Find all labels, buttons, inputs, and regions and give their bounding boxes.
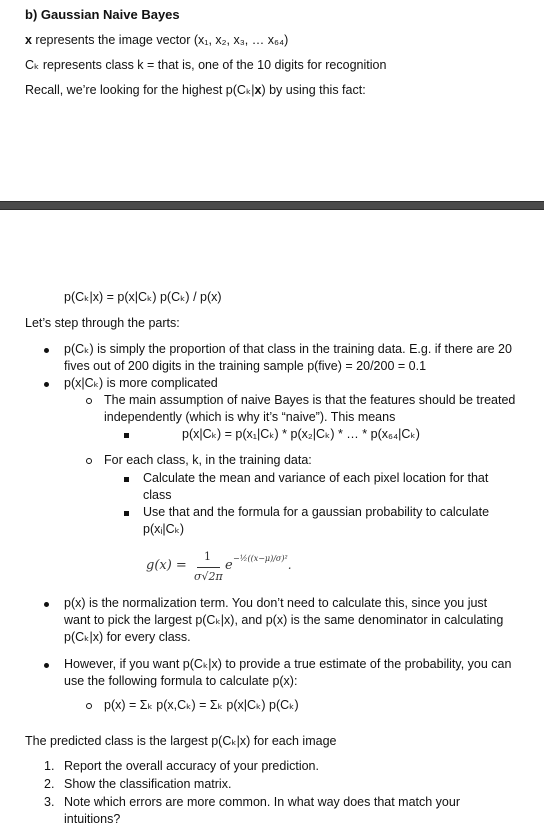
mean-variance-step: Calculate the mean and variance of each pixel location for that xyxy=(143,471,489,485)
task-number: 2. xyxy=(44,777,55,791)
square-bullet-icon xyxy=(124,477,129,482)
probability-estimate-text: However, if you want p(Cₖ|x) to provide a true estimate of the probability, you can xyxy=(64,657,512,671)
circle-bullet-icon xyxy=(86,458,92,464)
x-definition xyxy=(25,32,288,49)
training-heading: For each class, k, in the training data: xyxy=(104,453,312,467)
square-bullet-icon xyxy=(124,433,129,438)
formula-end: . xyxy=(287,558,292,572)
formula-lhs: g(x) = xyxy=(146,558,187,573)
task-item: Report the overall accuracy of your prediction. xyxy=(64,759,319,773)
formula-base: e xyxy=(225,558,233,573)
conclusion-text: The predicted class is the largest p(Cₖ|x) for each image xyxy=(25,734,337,748)
task-item: Show the classification matrix. xyxy=(64,777,232,791)
naive-assumption: The main assumption of naive Bayes is that the features should be treated xyxy=(104,393,516,407)
formula-exponent-text: −½((x−μ)/σ)² xyxy=(233,554,288,563)
slide-divider xyxy=(0,201,544,210)
formula-numerator: 1 xyxy=(204,550,211,563)
bullet-icon xyxy=(44,382,49,387)
gaussian-formula xyxy=(146,546,296,586)
marginal-formula: p(x) = Σₖ p(x,Cₖ) = Σₖ p(x|Cₖ) p(Cₖ) xyxy=(104,698,299,712)
x-symbol: x xyxy=(25,33,32,47)
recall-x: x xyxy=(254,83,262,97)
circle-bullet-icon xyxy=(86,398,92,404)
gaussian-step-cont: p(xᵢ|Cₖ) xyxy=(143,522,185,536)
class-definition: Cₖ represents class k = that is, one of the 10 digits for recognition xyxy=(25,58,387,72)
mean-variance-step-cont: class xyxy=(143,488,172,502)
formula-exponent xyxy=(233,549,292,572)
recall-text-a: Recall, we’re looking for the highest p(Cₖ| xyxy=(25,83,255,97)
task-number: 1. xyxy=(44,759,55,773)
normalization-text-end: p(Cₖ|x) for every class. xyxy=(64,630,191,644)
square-bullet-icon xyxy=(124,511,129,516)
task-number: 3. xyxy=(44,795,55,809)
task-item: Note which errors are more common. In what way does that match your xyxy=(64,795,460,809)
intro-text: Let’s step through the parts: xyxy=(25,316,180,330)
recall-line xyxy=(25,82,366,99)
normalization-text: p(x) is the normalization term. You don’t need to calculate this, since you just xyxy=(64,596,488,610)
product-formula: p(x|Cₖ) = p(x₁|Cₖ) * p(x₂|Cₖ) * … * p(x₆₄|Cₖ) xyxy=(182,427,420,441)
likelihood-heading: p(x|Cₖ) is more complicated xyxy=(64,376,218,390)
naive-assumption-cont: independently (which is why it’s “naive”). This means xyxy=(104,410,396,424)
x-definition-text: represents the image vector (x₁, x₂, x₃, … x₆₄) xyxy=(31,33,289,47)
circle-bullet-icon xyxy=(86,703,92,709)
formula-denominator: σ√2π xyxy=(194,570,223,583)
recall-text-c: ) by using this fact: xyxy=(261,83,366,97)
section-title: b) Gaussian Naive Bayes xyxy=(25,7,180,22)
prior-explanation: p(Cₖ) is simply the proportion of that class in the training data. E.g. if there are 20 xyxy=(64,342,512,356)
prior-explanation-cont: fives out of 200 digits in the training sample p(five) = 20/200 = 0.1 xyxy=(64,359,427,373)
bullet-icon xyxy=(44,602,49,607)
probability-estimate-text-cont: use the following formula to calculate p(x): xyxy=(64,674,298,688)
task-item-cont: intuitions? xyxy=(64,812,121,826)
normalization-text-cont: want to pick the largest p(Cₖ|x), and p(x) is the same denominator in calculating xyxy=(64,613,504,627)
bullet-icon xyxy=(44,663,49,668)
bullet-icon xyxy=(44,348,49,353)
bayes-rule: p(Cₖ|x) = p(x|Cₖ) p(Cₖ) / p(x) xyxy=(64,290,222,304)
gaussian-step: Use that and the formula for a gaussian probability to calculate xyxy=(143,505,490,519)
